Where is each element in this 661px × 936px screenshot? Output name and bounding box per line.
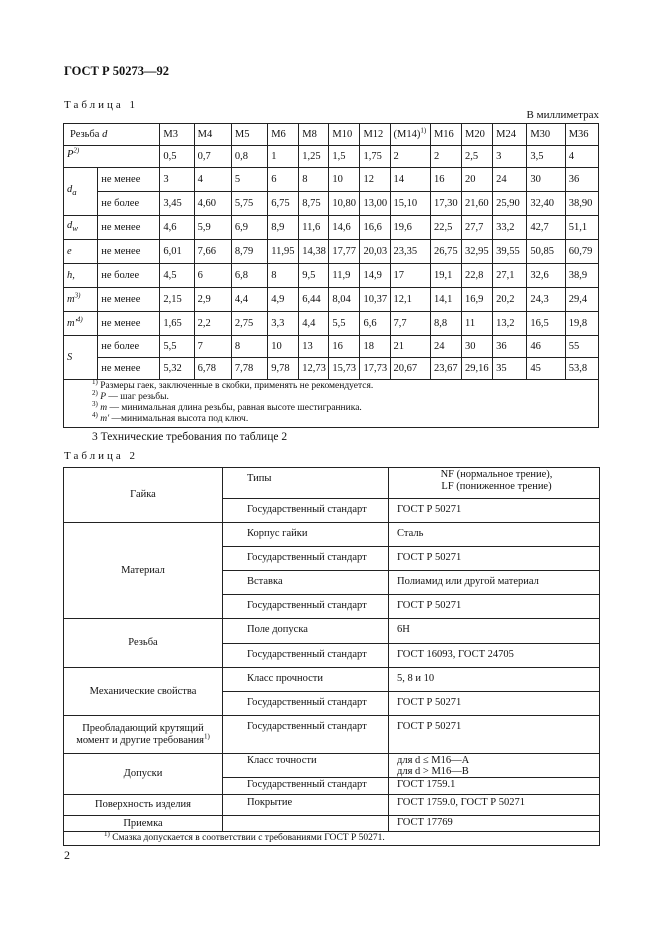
value-standard: ГОСТ Р 50271 bbox=[389, 595, 600, 619]
value-cell: 15,10 bbox=[390, 192, 430, 216]
value-cell: 4,4 bbox=[231, 288, 267, 312]
value-cell: 12,1 bbox=[390, 288, 430, 312]
footnote: $^{1)}$ Размеры гаек, заключенные в скобки, применять не рекомендуется. bbox=[92, 377, 374, 391]
table-row bbox=[64, 216, 599, 240]
size-header: M36 bbox=[565, 124, 598, 146]
value-cell: 46 bbox=[527, 336, 565, 358]
size-header: M12 bbox=[360, 124, 390, 146]
value-cell: 0,5 bbox=[160, 146, 194, 168]
row-label-thread: Резьба bbox=[64, 619, 223, 668]
value-cell: 12 bbox=[360, 168, 390, 192]
value-cell: 2 bbox=[390, 146, 430, 168]
page-number: 2 bbox=[64, 848, 70, 862]
table-row bbox=[64, 358, 599, 380]
value-cell: 27,1 bbox=[493, 264, 527, 288]
param-insert: Вставка bbox=[223, 571, 389, 595]
value-cell: 8 bbox=[231, 336, 267, 358]
value-cell: 8 bbox=[299, 168, 329, 192]
value-cell: 3,5 bbox=[527, 146, 565, 168]
param-standard: Государственный стандарт bbox=[223, 778, 389, 795]
value-cell: 14,6 bbox=[329, 216, 360, 240]
value-cell: 30 bbox=[462, 336, 493, 358]
value-cell: 16,5 bbox=[527, 312, 565, 336]
value-cell: 19,6 bbox=[390, 216, 430, 240]
value-cell: 6,01 bbox=[160, 240, 194, 264]
value-cell: 29,4 bbox=[565, 288, 598, 312]
value-cell: 29,16 bbox=[462, 358, 493, 380]
value-cell: 2 bbox=[430, 146, 461, 168]
value-cell: 6,75 bbox=[268, 192, 299, 216]
value-cell: 8,04 bbox=[329, 288, 360, 312]
value-cell: 4,9 bbox=[268, 288, 299, 312]
row-label-m: $m^{3)}$ bbox=[64, 288, 98, 312]
value-cell: 6 bbox=[194, 264, 231, 288]
value-cell: 4,60 bbox=[194, 192, 231, 216]
value-cell: 7,78 bbox=[231, 358, 267, 380]
value-thread-standard: ГОСТ 16093, ГОСТ 24705 bbox=[389, 644, 600, 668]
value-cell: 3,45 bbox=[160, 192, 194, 216]
value-cell: 26,75 bbox=[430, 240, 461, 264]
size-header: M20 bbox=[462, 124, 493, 146]
value-cell: 14,9 bbox=[360, 264, 390, 288]
value-cell: 5 bbox=[231, 168, 267, 192]
table-row bbox=[64, 832, 600, 846]
value-cell: 6 bbox=[268, 168, 299, 192]
param-standard: Государственный стандарт bbox=[223, 692, 389, 716]
value-cell: 2,9 bbox=[194, 288, 231, 312]
table-row bbox=[64, 124, 599, 146]
thread-header: Резьба d bbox=[64, 124, 160, 146]
value-cell: 13,00 bbox=[360, 192, 390, 216]
value-cell: 7 bbox=[194, 336, 231, 358]
row-label-surface: Поверхность изделия bbox=[64, 795, 223, 816]
param-standard: Государственный стандарт bbox=[223, 644, 389, 668]
value-cell: 23,35 bbox=[390, 240, 430, 264]
param-standard: Государственный стандарт bbox=[223, 547, 389, 571]
value-cell: 1,25 bbox=[299, 146, 329, 168]
value-cell: 3,3 bbox=[268, 312, 299, 336]
value-cell: 5,9 bbox=[194, 216, 231, 240]
table2-technical-requirements bbox=[63, 467, 600, 846]
value-cell: 19,1 bbox=[430, 264, 461, 288]
value-tolerance-field: 6H bbox=[389, 619, 600, 644]
value-standard: ГОСТ Р 50271 bbox=[389, 547, 600, 571]
value-cell: 2,5 bbox=[462, 146, 493, 168]
size-header: M8 bbox=[299, 124, 329, 146]
value-cell: 3 bbox=[160, 168, 194, 192]
condition-cell: не менее bbox=[98, 168, 160, 192]
value-acceptance: ГОСТ 17769 bbox=[389, 816, 600, 832]
value-cell: 30 bbox=[527, 168, 565, 192]
table-row bbox=[64, 336, 599, 358]
value-cell: 38,90 bbox=[565, 192, 598, 216]
value-cell: 22,8 bbox=[462, 264, 493, 288]
value-cell: 33,2 bbox=[493, 216, 527, 240]
value-cell: 51,1 bbox=[565, 216, 598, 240]
param-coating: Покрытие bbox=[223, 795, 389, 816]
row-label-e: e bbox=[64, 240, 98, 264]
value-cell: 20 bbox=[462, 168, 493, 192]
table2-caption: Таблица 2 bbox=[64, 450, 139, 462]
value-cell: 60,79 bbox=[565, 240, 598, 264]
value-coating: ГОСТ 1759.0, ГОСТ Р 50271 bbox=[389, 795, 600, 816]
value-cell: 25,90 bbox=[493, 192, 527, 216]
footnote: $^{3)}$ m — минимальная длина резьбы, равная высоте шестигранника. bbox=[92, 399, 362, 413]
value-cell: 32,6 bbox=[527, 264, 565, 288]
value-cell: 36 bbox=[565, 168, 598, 192]
param-accuracy-class: Класс точности bbox=[223, 754, 389, 778]
table-row bbox=[64, 619, 600, 644]
param-strength-class: Класс прочности bbox=[223, 668, 389, 692]
value-standard: ГОСТ Р 50271 bbox=[389, 499, 600, 523]
value-cell: 4 bbox=[565, 146, 598, 168]
value-cell: 9,78 bbox=[268, 358, 299, 380]
value-cell: 11,95 bbox=[268, 240, 299, 264]
value-cell: 36 bbox=[493, 336, 527, 358]
row-label-p: $P^{2)}$ bbox=[64, 146, 160, 168]
value-cell: 38,9 bbox=[565, 264, 598, 288]
table-row bbox=[64, 146, 599, 168]
param-types: Типы bbox=[223, 468, 389, 499]
param-standard: Государственный стандарт bbox=[223, 499, 389, 523]
size-header: M6 bbox=[268, 124, 299, 146]
size-header: M24 bbox=[493, 124, 527, 146]
value-cell: 11,9 bbox=[329, 264, 360, 288]
condition-cell: не менее bbox=[98, 358, 160, 380]
value-cell: 0,7 bbox=[194, 146, 231, 168]
value-cell: 2,75 bbox=[231, 312, 267, 336]
value-cell: 5,32 bbox=[160, 358, 194, 380]
value-cell: 35 bbox=[493, 358, 527, 380]
condition-cell: не менее bbox=[98, 312, 160, 336]
param-acceptance-empty bbox=[223, 816, 389, 832]
value-cell: 27,7 bbox=[462, 216, 493, 240]
units-note: В миллиметрах bbox=[526, 109, 599, 121]
value-cell: 22,5 bbox=[430, 216, 461, 240]
value-cell: 17,30 bbox=[430, 192, 461, 216]
value-nut-body: Сталь bbox=[389, 523, 600, 547]
value-cell: 55 bbox=[565, 336, 598, 358]
value-cell: 17 bbox=[390, 264, 430, 288]
value-cell: 8,8 bbox=[430, 312, 461, 336]
value-cell: 17,73 bbox=[360, 358, 390, 380]
condition-cell: не более bbox=[98, 264, 160, 288]
value-cell: 10,80 bbox=[329, 192, 360, 216]
value-cell: 6,44 bbox=[299, 288, 329, 312]
value-cell: 21,60 bbox=[462, 192, 493, 216]
value-cell: 15,73 bbox=[329, 358, 360, 380]
table-row bbox=[64, 816, 600, 832]
document-header: ГОСТ Р 50273—92 bbox=[64, 64, 170, 78]
row-label-tolerances: Допуски bbox=[64, 754, 223, 795]
value-cell: 14,1 bbox=[430, 288, 461, 312]
value-cell: 17,77 bbox=[329, 240, 360, 264]
table-row bbox=[64, 468, 600, 499]
value-standard: ГОСТ Р 50271 bbox=[389, 692, 600, 716]
table-row bbox=[64, 754, 600, 778]
value-cell: 11 bbox=[462, 312, 493, 336]
row-label-s: S bbox=[64, 336, 98, 380]
footnote: $^{4)}$ m' —минимальная высота под ключ. bbox=[92, 410, 249, 424]
value-tolerance-standard: ГОСТ 1759.1 bbox=[389, 778, 600, 795]
row-label-torque: Преобладающий крутящий момент и другие требования$^{1)}$ bbox=[64, 716, 223, 754]
table2-footnote: $^{1)}$ Смазка допускается в соответствии с требованиями ГОСТ Р 50271. bbox=[64, 832, 600, 846]
value-cell: 4,4 bbox=[299, 312, 329, 336]
row-label-material: Материал bbox=[64, 523, 223, 619]
value-cell: 21 bbox=[390, 336, 430, 358]
value-cell: 42,7 bbox=[527, 216, 565, 240]
row-label-nut: Гайка bbox=[64, 468, 223, 523]
value-cell: 9,5 bbox=[299, 264, 329, 288]
table-row bbox=[64, 240, 599, 264]
value-accuracy-class: для d ≤ M16—A для d > M16—B bbox=[389, 754, 600, 778]
value-cell: 32,40 bbox=[527, 192, 565, 216]
table-row bbox=[64, 523, 600, 547]
table-row bbox=[64, 288, 599, 312]
value-cell: 8,75 bbox=[299, 192, 329, 216]
value-cell: 6,8 bbox=[231, 264, 267, 288]
value-cell: 13 bbox=[299, 336, 329, 358]
value-cell: 5,5 bbox=[160, 336, 194, 358]
size-header: M30 bbox=[527, 124, 565, 146]
value-cell: 1,65 bbox=[160, 312, 194, 336]
value-cell: 24,3 bbox=[527, 288, 565, 312]
value-cell: 6,6 bbox=[360, 312, 390, 336]
table-row bbox=[64, 668, 600, 692]
table1-thread-dimensions bbox=[63, 123, 599, 428]
value-cell: 4 bbox=[194, 168, 231, 192]
row-label-h: h, bbox=[64, 264, 98, 288]
value-cell: 2,2 bbox=[194, 312, 231, 336]
value-cell: 13,2 bbox=[493, 312, 527, 336]
row-label-mechanical: Механические свойства bbox=[64, 668, 223, 716]
value-insert: Полиамид или другой материал bbox=[389, 571, 600, 595]
row-label-m-prime: $m'^{4)}$ bbox=[64, 312, 98, 336]
param-standard: Государственный стандарт bbox=[223, 716, 389, 754]
condition-cell: не менее bbox=[98, 288, 160, 312]
value-standard: ГОСТ Р 50271 bbox=[389, 716, 600, 754]
param-standard: Государственный стандарт bbox=[223, 595, 389, 619]
value-cell: 1 bbox=[268, 146, 299, 168]
value-cell: 7,7 bbox=[390, 312, 430, 336]
value-cell: 18 bbox=[360, 336, 390, 358]
value-cell: 39,55 bbox=[493, 240, 527, 264]
table1-footnotes bbox=[64, 377, 599, 428]
value-cell: 6,78 bbox=[194, 358, 231, 380]
value-cell: 5,5 bbox=[329, 312, 360, 336]
value-cell: 24 bbox=[493, 168, 527, 192]
value-cell: 53,8 bbox=[565, 358, 598, 380]
size-header: M3 bbox=[160, 124, 194, 146]
value-cell: 20,67 bbox=[390, 358, 430, 380]
value-cell: 8,79 bbox=[231, 240, 267, 264]
table-row bbox=[64, 795, 600, 816]
value-cell: 45 bbox=[527, 358, 565, 380]
value-cell: 10 bbox=[268, 336, 299, 358]
size-header: M16 bbox=[430, 124, 461, 146]
value-cell: 2,15 bbox=[160, 288, 194, 312]
value-cell: 50,85 bbox=[527, 240, 565, 264]
table-row bbox=[64, 192, 599, 216]
value-cell: 4,5 bbox=[160, 264, 194, 288]
size-header: M4 bbox=[194, 124, 231, 146]
table1-caption: Таблица 1 bbox=[64, 99, 139, 111]
value-cell: 0,8 bbox=[231, 146, 267, 168]
value-cell: 20,03 bbox=[360, 240, 390, 264]
value-cell: 10 bbox=[329, 168, 360, 192]
value-cell: 16,6 bbox=[360, 216, 390, 240]
table-row bbox=[64, 264, 599, 288]
value-cell: 8 bbox=[268, 264, 299, 288]
value-cell: 14,38 bbox=[299, 240, 329, 264]
value-cell: 16,9 bbox=[462, 288, 493, 312]
value-cell: 5,75 bbox=[231, 192, 267, 216]
table-row bbox=[64, 312, 599, 336]
value-strength-class: 5, 8 и 10 bbox=[389, 668, 600, 692]
row-label-dw: $d_w$ bbox=[64, 216, 98, 240]
value-cell: 16 bbox=[329, 336, 360, 358]
value-cell: 32,95 bbox=[462, 240, 493, 264]
condition-cell: не более bbox=[98, 336, 160, 358]
condition-cell: не менее bbox=[98, 216, 160, 240]
value-cell: 10,37 bbox=[360, 288, 390, 312]
value-types: NF (нормальное трение), LF (пониженное трение) bbox=[389, 468, 600, 499]
row-label-da: $d_a$ bbox=[64, 168, 98, 216]
param-nut-body: Корпус гайки bbox=[223, 523, 389, 547]
value-cell: 6,9 bbox=[231, 216, 267, 240]
footnote: $^{2)}$ P — шаг резьбы. bbox=[92, 388, 169, 402]
section-3-text: 3 Технические требования по таблице 2 bbox=[92, 431, 288, 443]
condition-cell: не менее bbox=[98, 240, 160, 264]
value-cell: 8,9 bbox=[268, 216, 299, 240]
value-cell: 16 bbox=[430, 168, 461, 192]
value-cell: 14 bbox=[390, 168, 430, 192]
value-cell: 20,2 bbox=[493, 288, 527, 312]
value-cell: 1,75 bbox=[360, 146, 390, 168]
value-cell: 23,67 bbox=[430, 358, 461, 380]
value-cell: 19,8 bbox=[565, 312, 598, 336]
condition-cell: не более bbox=[98, 192, 160, 216]
table-row bbox=[64, 380, 599, 428]
value-cell: 11,6 bbox=[299, 216, 329, 240]
row-label-acceptance: Приемка bbox=[64, 816, 223, 832]
value-cell: 1,5 bbox=[329, 146, 360, 168]
size-header: M5 bbox=[231, 124, 267, 146]
value-cell: 3 bbox=[493, 146, 527, 168]
size-header: M10 bbox=[329, 124, 360, 146]
value-cell: 7,66 bbox=[194, 240, 231, 264]
size-header: $(M14)^{1)}$ bbox=[390, 124, 430, 146]
table-row bbox=[64, 716, 600, 754]
param-tolerance-field: Поле допуска bbox=[223, 619, 389, 644]
table-row bbox=[64, 168, 599, 192]
value-cell: 12,73 bbox=[299, 358, 329, 380]
value-cell: 24 bbox=[430, 336, 461, 358]
value-cell: 4,6 bbox=[160, 216, 194, 240]
